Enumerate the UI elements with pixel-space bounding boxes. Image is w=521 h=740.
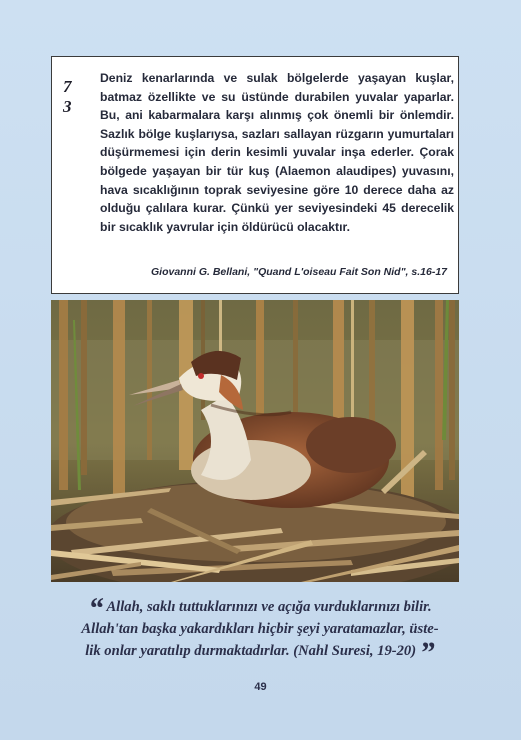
box-paragraph: Deniz kenarlarında ve sulak bölgelerde yaşayan kuşlar, batmaz özellikte ve su üstünde durabilen yuvalar yaparlar. Bu, ani kabarmalara karşı alınmış çok önemli bir önlemdir. Sazlık bölge kuşlarıysa, sazları sallayan rüzgarın yumurtaları düşürmemesi için derin kesimli yuvalar inşa ederler. Çorak bölgede yaşayan bir tür kuş (Alaemon alaudipes) yuvasını, hava sıcaklığının toprak seviyesine göre 10 derece daha az olduğu çalılara kurar. Çünkü yer seviyesindeki 45 derecelik bir sıcaklık yavrular için öldürücü olacaktır. [100, 71, 454, 234]
source-citation: Giovanni G. Bellani, "Quand L'oiseau Fait Son Nid", s.16-17 [150, 266, 447, 278]
close-quote-mark: ” [419, 636, 435, 669]
page-number: 49 [254, 681, 267, 693]
open-quote-mark: “ [88, 592, 104, 625]
box-number-digit: 7 [63, 77, 72, 96]
quote-line [40, 592, 480, 625]
quote-text-line2: Allah'tan başka yakardıkları hiçbir şeyi yaratamazlar, üste- [81, 621, 439, 637]
grebe-nest-photo [51, 300, 459, 582]
quranic-quote [40, 592, 480, 669]
quote-line [40, 636, 480, 669]
quote-text-line1: Allah, saklı tuttuklarınızı ve açığa vurduklarınızı bilir. [106, 599, 432, 615]
box-number-digit: 3 [63, 97, 72, 116]
text-box [51, 56, 459, 294]
photo-illustration [51, 300, 459, 582]
quote-text-line3: lik onlar yaratılıp durmaktadırlar. (Nahl Suresi, 19-20) [85, 643, 417, 659]
